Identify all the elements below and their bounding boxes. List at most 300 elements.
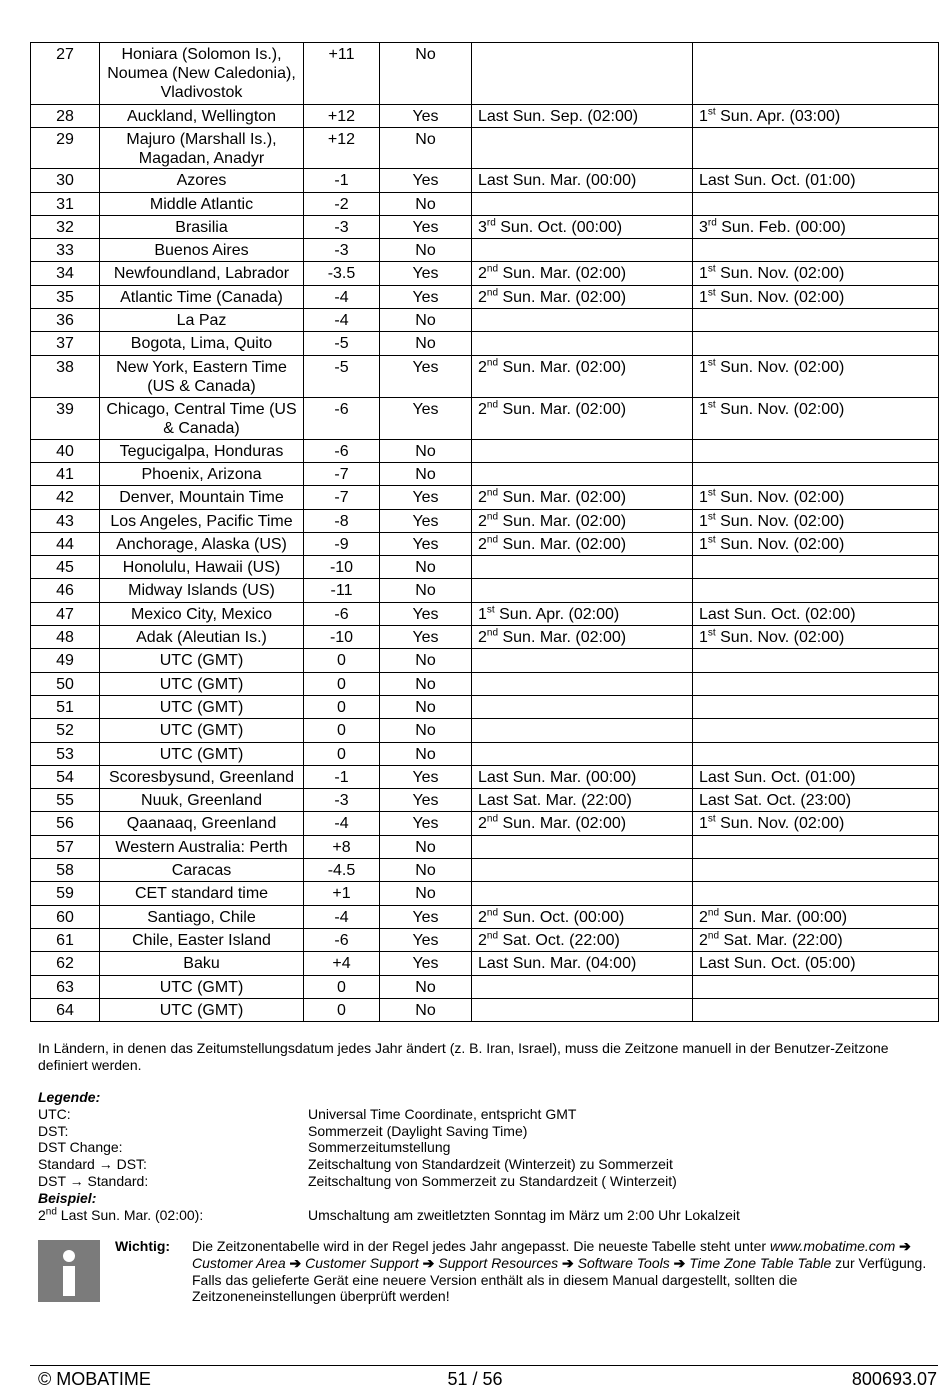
- city-cell: Baku: [100, 952, 304, 975]
- dst-cell: No: [380, 462, 472, 485]
- legend-key: DST Change:: [38, 1139, 123, 1156]
- zone-number-cell: 31: [31, 192, 100, 215]
- city-cell: Anchorage, Alaska (US): [100, 532, 304, 555]
- dst-cell: No: [380, 439, 472, 462]
- dst-cell: Yes: [380, 397, 472, 439]
- dst-cell: Yes: [380, 812, 472, 835]
- table-row: [31, 952, 939, 975]
- example-row: [38, 1207, 928, 1224]
- dst-cell: No: [380, 742, 472, 765]
- dst-cell: No: [380, 975, 472, 998]
- dst-start-cell: [472, 462, 693, 485]
- zone-number-cell: 42: [31, 486, 100, 509]
- utc-offset-cell: 0: [304, 719, 380, 742]
- zone-number-cell: 59: [31, 882, 100, 905]
- nav-path-item: Customer Area: [192, 1254, 286, 1271]
- dst-start-cell: [472, 332, 693, 355]
- utc-offset-cell: -6: [304, 928, 380, 951]
- timezone-table: [30, 42, 939, 1022]
- utc-offset-cell: 0: [304, 998, 380, 1021]
- city-cell: UTC (GMT): [100, 998, 304, 1021]
- legend-value: Zeitschaltung von Standardzeit (Winterzeit) zu Sommerzeit: [308, 1156, 673, 1173]
- dst-start-cell: [472, 719, 693, 742]
- dst-start-cell: [472, 672, 693, 695]
- table-row: [31, 486, 939, 509]
- dst-start-cell: [472, 882, 693, 905]
- dst-end-cell: [693, 672, 939, 695]
- zone-number-cell: 51: [31, 695, 100, 718]
- dst-cell: Yes: [380, 928, 472, 951]
- utc-offset-cell: -4: [304, 285, 380, 308]
- city-cell: La Paz: [100, 309, 304, 332]
- dst-start-cell: [472, 128, 693, 169]
- zone-number-cell: 57: [31, 835, 100, 858]
- city-cell: Honiara (Solomon Is.), Noumea (New Caledonia), Vladivostok: [100, 43, 304, 105]
- table-row: [31, 215, 939, 238]
- dst-cell: Yes: [380, 355, 472, 397]
- utc-offset-cell: 0: [304, 649, 380, 672]
- dst-start-cell: 2nd Sun. Mar. (02:00): [472, 355, 693, 397]
- dst-start-cell: Last Sun. Sep. (02:00): [472, 105, 693, 128]
- table-row: [31, 928, 939, 951]
- city-cell: UTC (GMT): [100, 695, 304, 718]
- footer-copyright: © MOBATIME: [38, 1369, 151, 1389]
- utc-offset-cell: 0: [304, 742, 380, 765]
- zone-number-cell: 30: [31, 169, 100, 192]
- utc-offset-cell: -3: [304, 239, 380, 262]
- nav-path-item: Time Zone Table Table: [689, 1254, 832, 1271]
- dst-cell: No: [380, 309, 472, 332]
- dst-cell: No: [380, 695, 472, 718]
- zone-number-cell: 45: [31, 556, 100, 579]
- dst-cell: Yes: [380, 626, 472, 649]
- legend-item: [38, 1106, 928, 1123]
- nav-path-item: Software Tools: [577, 1254, 670, 1271]
- utc-offset-cell: -4: [304, 309, 380, 332]
- zone-number-cell: 56: [31, 812, 100, 835]
- city-cell: Honolulu, Hawaii (US): [100, 556, 304, 579]
- dst-cell: No: [380, 672, 472, 695]
- table-row: [31, 649, 939, 672]
- dst-start-cell: [472, 975, 693, 998]
- dst-end-cell: [693, 975, 939, 998]
- table-row: [31, 355, 939, 397]
- city-cell: Mexico City, Mexico: [100, 602, 304, 625]
- table-row: [31, 859, 939, 882]
- utc-offset-cell: 0: [304, 695, 380, 718]
- dst-cell: Yes: [380, 105, 472, 128]
- dst-start-cell: 2nd Sun. Mar. (02:00): [472, 397, 693, 439]
- dst-end-cell: Last Sun. Oct. (05:00): [693, 952, 939, 975]
- zone-number-cell: 58: [31, 859, 100, 882]
- arrow-right-icon: ➔: [669, 1254, 690, 1271]
- dst-cell: No: [380, 998, 472, 1021]
- legend-value: Sommerzeitumstellung: [308, 1139, 451, 1156]
- table-row: [31, 765, 939, 788]
- city-cell: Phoenix, Arizona: [100, 462, 304, 485]
- dst-start-cell: 2nd Sun. Mar. (02:00): [472, 285, 693, 308]
- dst-start-cell: [472, 859, 693, 882]
- table-row: [31, 672, 939, 695]
- dst-end-cell: 2nd Sun. Mar. (00:00): [693, 905, 939, 928]
- dst-end-cell: [693, 439, 939, 462]
- dst-end-cell: [693, 695, 939, 718]
- utc-offset-cell: +12: [304, 105, 380, 128]
- nav-path-item: Customer Support: [305, 1254, 419, 1271]
- table-row: [31, 695, 939, 718]
- dst-end-cell: 1st Sun. Nov. (02:00): [693, 532, 939, 555]
- dst-end-cell: [693, 332, 939, 355]
- dst-end-cell: Last Sun. Oct. (01:00): [693, 765, 939, 788]
- utc-offset-cell: -2: [304, 192, 380, 215]
- arrow-right-icon: ➔: [418, 1254, 439, 1271]
- zone-number-cell: 46: [31, 579, 100, 602]
- table-row: [31, 975, 939, 998]
- dst-end-cell: [693, 556, 939, 579]
- city-cell: Santiago, Chile: [100, 905, 304, 928]
- utc-offset-cell: +1: [304, 882, 380, 905]
- legend-key: DST → Standard:: [38, 1172, 149, 1189]
- utc-offset-cell: -6: [304, 439, 380, 462]
- city-cell: Qaanaaq, Greenland: [100, 812, 304, 835]
- city-cell: CET standard time: [100, 882, 304, 905]
- footer-doc-number: 800693.07: [851, 1369, 937, 1389]
- zone-number-cell: 64: [31, 998, 100, 1021]
- utc-offset-cell: -3: [304, 215, 380, 238]
- dst-cell: No: [380, 556, 472, 579]
- dst-cell: Yes: [380, 952, 472, 975]
- example-key: 2nd Last Sun. Mar. (02:00):: [38, 1205, 204, 1223]
- nav-path-item: Support Resources: [438, 1254, 559, 1271]
- table-row: [31, 789, 939, 812]
- dst-end-cell: [693, 998, 939, 1021]
- dst-end-cell: [693, 192, 939, 215]
- zone-number-cell: 28: [31, 105, 100, 128]
- utc-offset-cell: -5: [304, 332, 380, 355]
- dst-cell: Yes: [380, 169, 472, 192]
- dst-end-cell: 1st Sun. Nov. (02:00): [693, 285, 939, 308]
- table-row: [31, 43, 939, 105]
- dst-cell: No: [380, 43, 472, 105]
- dst-start-cell: 2nd Sun. Mar. (02:00): [472, 532, 693, 555]
- timezone-table-body: [31, 43, 939, 1022]
- zone-number-cell: 43: [31, 509, 100, 532]
- city-cell: Chile, Easter Island: [100, 928, 304, 951]
- zone-number-cell: 35: [31, 285, 100, 308]
- table-row: [31, 439, 939, 462]
- utc-offset-cell: -8: [304, 509, 380, 532]
- city-cell: Azores: [100, 169, 304, 192]
- zone-number-cell: 37: [31, 332, 100, 355]
- city-cell: Bogota, Lima, Quito: [100, 332, 304, 355]
- dst-cell: Yes: [380, 262, 472, 285]
- dst-end-cell: [693, 882, 939, 905]
- table-row: [31, 882, 939, 905]
- dst-end-cell: [693, 309, 939, 332]
- city-cell: Middle Atlantic: [100, 192, 304, 215]
- dst-cell: Yes: [380, 905, 472, 928]
- zone-number-cell: 63: [31, 975, 100, 998]
- dst-cell: No: [380, 859, 472, 882]
- dst-end-cell: [693, 742, 939, 765]
- dst-cell: Yes: [380, 765, 472, 788]
- table-row: [31, 998, 939, 1021]
- dst-cell: Yes: [380, 486, 472, 509]
- dst-start-cell: [472, 998, 693, 1021]
- dst-cell: Yes: [380, 509, 472, 532]
- arrow-right-icon: ➔: [285, 1254, 306, 1271]
- table-row: [31, 579, 939, 602]
- utc-offset-cell: -4: [304, 905, 380, 928]
- zone-number-cell: 53: [31, 742, 100, 765]
- dst-end-cell: [693, 239, 939, 262]
- dst-end-cell: [693, 43, 939, 105]
- utc-offset-cell: +11: [304, 43, 380, 105]
- arrow-right-icon: ➔: [558, 1254, 578, 1271]
- zone-number-cell: 55: [31, 789, 100, 812]
- dst-cell: No: [380, 882, 472, 905]
- dst-end-cell: Last Sun. Oct. (01:00): [693, 169, 939, 192]
- dst-end-cell: 1st Sun. Apr. (03:00): [693, 105, 939, 128]
- table-row: [31, 509, 939, 532]
- dst-start-cell: [472, 309, 693, 332]
- city-cell: Buenos Aires: [100, 239, 304, 262]
- important-text: Die Zeitzonentabelle wird in der Regel jedes Jahr angepasst. Die neueste Tabelle steht unter www.mobatime.com ➔ Customer Area ➔ Customer Support ➔ Support Resources ➔ Software Tools ➔ Time Zone Table Table zur Verfügung. Falls das gelieferte Gerät eine neuere Version enthält als in diesem Manual dargestellt, sollten die Zeitzoneneinstellungen überprüft werden!: [192, 1238, 927, 1305]
- table-row: [31, 719, 939, 742]
- dst-start-cell: 2nd Sun. Oct. (00:00): [472, 905, 693, 928]
- city-cell: Chicago, Central Time (US & Canada): [100, 397, 304, 439]
- city-cell: Nuuk, Greenland: [100, 789, 304, 812]
- dst-end-cell: 1st Sun. Nov. (02:00): [693, 509, 939, 532]
- dst-start-cell: Last Sat. Mar. (22:00): [472, 789, 693, 812]
- city-cell: New York, Eastern Time (US & Canada): [100, 355, 304, 397]
- table-row: [31, 626, 939, 649]
- dst-start-cell: Last Sun. Mar. (00:00): [472, 169, 693, 192]
- table-row: [31, 905, 939, 928]
- utc-offset-cell: -10: [304, 556, 380, 579]
- legend-value: Universal Time Coordinate, entspricht GMT: [308, 1105, 577, 1122]
- table-row: [31, 309, 939, 332]
- utc-offset-cell: -5: [304, 355, 380, 397]
- legend-value: Zeitschaltung von Sommerzeit zu Standardzeit ( Winterzeit): [308, 1172, 677, 1189]
- legend-key: DST:: [38, 1122, 69, 1139]
- utc-offset-cell: 0: [304, 672, 380, 695]
- legend: [38, 1089, 928, 1223]
- city-cell: Los Angeles, Pacific Time: [100, 509, 304, 532]
- dst-cell: No: [380, 332, 472, 355]
- dst-end-cell: [693, 579, 939, 602]
- utc-offset-cell: +8: [304, 835, 380, 858]
- dst-start-cell: 2nd Sun. Mar. (02:00): [472, 262, 693, 285]
- legend-item: [38, 1156, 928, 1173]
- legend-key: UTC:: [38, 1105, 71, 1122]
- utc-offset-cell: -9: [304, 532, 380, 555]
- legend-value: Sommerzeit (Daylight Saving Time): [308, 1122, 528, 1139]
- city-cell: Brasilia: [100, 215, 304, 238]
- city-cell: Scoresbysund, Greenland: [100, 765, 304, 788]
- dst-end-cell: 1st Sun. Nov. (02:00): [693, 262, 939, 285]
- zone-number-cell: 47: [31, 602, 100, 625]
- dst-cell: Yes: [380, 789, 472, 812]
- dst-start-cell: [472, 43, 693, 105]
- dst-cell: No: [380, 719, 472, 742]
- city-cell: Caracas: [100, 859, 304, 882]
- dst-end-cell: [693, 859, 939, 882]
- zone-number-cell: 29: [31, 128, 100, 169]
- dst-end-cell: 1st Sun. Nov. (02:00): [693, 812, 939, 835]
- legend-list: [38, 1106, 928, 1190]
- dst-cell: No: [380, 835, 472, 858]
- table-row: [31, 397, 939, 439]
- timezone-note: In Ländern, in denen das Zeitumstellungsdatum jedes Jahr ändert (z. B. Iran, Israel), muss die Zeitzone manuell in der Benutzer-Zeitzone definiert werden.: [38, 1040, 889, 1073]
- table-row: [31, 169, 939, 192]
- dst-end-cell: 1st Sun. Nov. (02:00): [693, 397, 939, 439]
- arrow-right-icon: ➔: [895, 1238, 911, 1254]
- dst-end-cell: [693, 649, 939, 672]
- dst-start-cell: [472, 579, 693, 602]
- utc-offset-cell: -3: [304, 789, 380, 812]
- dst-end-cell: 1st Sun. Nov. (02:00): [693, 486, 939, 509]
- website-link[interactable]: www.mobatime.com: [769, 1238, 896, 1254]
- dst-end-cell: 1st Sun. Nov. (02:00): [693, 626, 939, 649]
- dst-start-cell: [472, 649, 693, 672]
- dst-start-cell: 1st Sun. Apr. (02:00): [472, 602, 693, 625]
- dst-cell: No: [380, 579, 472, 602]
- zone-number-cell: 36: [31, 309, 100, 332]
- dst-cell: No: [380, 649, 472, 672]
- legend-item: [38, 1173, 928, 1190]
- zone-number-cell: 52: [31, 719, 100, 742]
- city-cell: Western Australia: Perth: [100, 835, 304, 858]
- zone-number-cell: 32: [31, 215, 100, 238]
- dst-cell: No: [380, 192, 472, 215]
- zone-number-cell: 39: [31, 397, 100, 439]
- utc-offset-cell: -4.5: [304, 859, 380, 882]
- dst-start-cell: 2nd Sun. Mar. (02:00): [472, 509, 693, 532]
- dst-end-cell: 1st Sun. Nov. (02:00): [693, 355, 939, 397]
- table-row: [31, 742, 939, 765]
- table-row: [31, 556, 939, 579]
- zone-number-cell: 49: [31, 649, 100, 672]
- table-row: [31, 812, 939, 835]
- dst-start-cell: 2nd Sun. Mar. (02:00): [472, 486, 693, 509]
- footer-divider: [30, 1365, 938, 1366]
- zone-number-cell: 50: [31, 672, 100, 695]
- utc-offset-cell: -11: [304, 579, 380, 602]
- utc-offset-cell: -10: [304, 626, 380, 649]
- dst-cell: Yes: [380, 285, 472, 308]
- table-row: [31, 262, 939, 285]
- dst-start-cell: Last Sun. Mar. (04:00): [472, 952, 693, 975]
- utc-offset-cell: -1: [304, 765, 380, 788]
- table-row: [31, 332, 939, 355]
- dst-end-cell: 2nd Sat. Mar. (22:00): [693, 928, 939, 951]
- zone-number-cell: 33: [31, 239, 100, 262]
- dst-start-cell: [472, 556, 693, 579]
- utc-offset-cell: -1: [304, 169, 380, 192]
- zone-number-cell: 61: [31, 928, 100, 951]
- table-row: [31, 602, 939, 625]
- dst-start-cell: [472, 835, 693, 858]
- important-notice: [38, 1238, 928, 1304]
- city-cell: UTC (GMT): [100, 672, 304, 695]
- city-cell: Adak (Aleutian Is.): [100, 626, 304, 649]
- utc-offset-cell: -6: [304, 397, 380, 439]
- dst-start-cell: [472, 192, 693, 215]
- zone-number-cell: 62: [31, 952, 100, 975]
- zone-number-cell: 27: [31, 43, 100, 105]
- footer-page-number: 51 / 56: [447, 1369, 503, 1389]
- dst-end-cell: [693, 719, 939, 742]
- dst-start-cell: [472, 439, 693, 462]
- dst-start-cell: 2nd Sat. Oct. (22:00): [472, 928, 693, 951]
- table-row: [31, 532, 939, 555]
- dst-end-cell: [693, 835, 939, 858]
- dst-start-cell: [472, 742, 693, 765]
- legend-key: Standard → DST:: [38, 1156, 147, 1173]
- table-row: [31, 462, 939, 485]
- legend-item: [38, 1123, 928, 1140]
- city-cell: Midway Islands (US): [100, 579, 304, 602]
- utc-offset-cell: -3.5: [304, 262, 380, 285]
- utc-offset-cell: -7: [304, 462, 380, 485]
- example-title: Beispiel:: [38, 1189, 97, 1206]
- dst-cell: Yes: [380, 215, 472, 238]
- dst-end-cell: Last Sun. Oct. (02:00): [693, 602, 939, 625]
- city-cell: UTC (GMT): [100, 975, 304, 998]
- city-cell: UTC (GMT): [100, 649, 304, 672]
- utc-offset-cell: -6: [304, 602, 380, 625]
- zone-number-cell: 38: [31, 355, 100, 397]
- dst-start-cell: [472, 695, 693, 718]
- city-cell: UTC (GMT): [100, 719, 304, 742]
- zone-number-cell: 60: [31, 905, 100, 928]
- table-row: [31, 239, 939, 262]
- table-row: [31, 835, 939, 858]
- table-row: [31, 105, 939, 128]
- city-cell: Denver, Mountain Time: [100, 486, 304, 509]
- utc-offset-cell: 0: [304, 975, 380, 998]
- zone-number-cell: 54: [31, 765, 100, 788]
- dst-start-cell: 2nd Sun. Mar. (02:00): [472, 626, 693, 649]
- city-cell: Tegucigalpa, Honduras: [100, 439, 304, 462]
- info-icon: [38, 1240, 100, 1302]
- important-label: Wichtig:: [115, 1238, 171, 1254]
- utc-offset-cell: +12: [304, 128, 380, 169]
- zone-number-cell: 41: [31, 462, 100, 485]
- zone-number-cell: 40: [31, 439, 100, 462]
- dst-end-cell: Last Sat. Oct. (23:00): [693, 789, 939, 812]
- utc-offset-cell: -4: [304, 812, 380, 835]
- dst-end-cell: [693, 462, 939, 485]
- dst-start-cell: 3rd Sun. Oct. (00:00): [472, 215, 693, 238]
- utc-offset-cell: +4: [304, 952, 380, 975]
- legend-title: Legende:: [38, 1089, 101, 1105]
- dst-start-cell: 2nd Sun. Mar. (02:00): [472, 812, 693, 835]
- dst-start-cell: Last Sun. Mar. (00:00): [472, 765, 693, 788]
- table-row: [31, 192, 939, 215]
- dst-cell: Yes: [380, 602, 472, 625]
- zone-number-cell: 34: [31, 262, 100, 285]
- city-cell: Newfoundland, Labrador: [100, 262, 304, 285]
- dst-cell: Yes: [380, 532, 472, 555]
- zone-number-cell: 48: [31, 626, 100, 649]
- dst-end-cell: [693, 128, 939, 169]
- utc-offset-cell: -7: [304, 486, 380, 509]
- table-row: [31, 285, 939, 308]
- dst-cell: No: [380, 128, 472, 169]
- city-cell: Auckland, Wellington: [100, 105, 304, 128]
